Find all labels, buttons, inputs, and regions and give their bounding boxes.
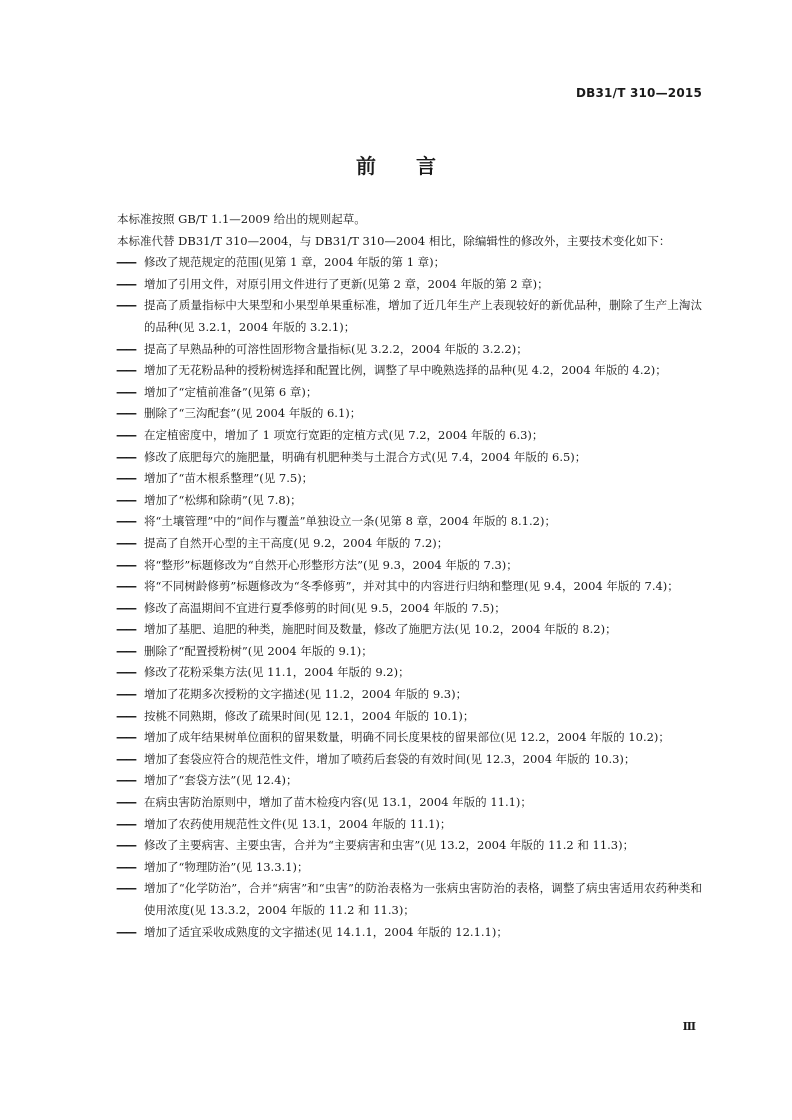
change-list-item-text: 提高了早熟品种的可溶性固形物含量指标(见 3.2.2，2004 年版的 3.2.2)； [144, 341, 528, 356]
list-dash-marker: —— [116, 730, 135, 745]
list-dash-marker: —— [116, 665, 135, 680]
list-dash-marker: —— [116, 255, 135, 270]
page-number: Ⅲ [682, 1020, 696, 1033]
change-list-item-text: 将“土壤管理”中的“间作与覆盖”单独设立一条(见第 8 章，2004 年版的 8.1.2)； [144, 514, 556, 529]
change-list-item [92, 360, 702, 382]
change-list-item-text: 增加了农药使用规范性文件(见 13.1，2004 年版的 11.1)； [144, 816, 452, 831]
list-dash-marker: —— [116, 471, 135, 486]
change-list-item-text: 修改了高温期间不宜进行夏季修剪的时间(见 9.5，2004 年版的 7.5)； [144, 600, 506, 615]
change-list-item [92, 555, 702, 577]
change-list-item [92, 878, 702, 921]
standard-code-header: DB31/T 310—2015 [576, 86, 702, 100]
change-list-item [92, 403, 702, 425]
list-dash-marker: —— [116, 816, 135, 831]
change-list-item-text: 增加了花期多次授粉的文字描述(见 11.2，2004 年版的 9.3)； [144, 687, 468, 702]
list-dash-marker: —— [116, 622, 135, 637]
change-list-item-text: 增加了成年结果树单位面积的留果数量，明确不同长度果枝的留果部位(见 12.2，2004 年版的 10.2)； [144, 730, 670, 745]
change-list-item [92, 662, 702, 684]
change-list-item-text: 将“不同树龄修剪”标题修改为“冬季修剪”，并对其中的内容进行归纳和整理(见 9.4，2004 年版的 7.4)； [144, 579, 679, 594]
change-list [92, 252, 702, 943]
list-dash-marker: —— [116, 751, 135, 766]
list-dash-marker: —— [116, 384, 135, 399]
list-dash-marker: —— [116, 557, 135, 572]
list-dash-marker: —— [116, 276, 135, 291]
list-dash-marker: —— [116, 406, 135, 421]
list-dash-marker: —— [116, 492, 135, 507]
change-list-item-text: 增加了适宜采收成熟度的文字描述(见 14.1.1，2004 年版的 12.1.1)； [144, 924, 508, 939]
change-list-item [92, 641, 702, 663]
change-list-item-text: 增加了“化学防治”，合并“病害”和“虫害”的防治表格为一张病虫害防治的表格，调整了病虫害适用农药种类和使用浓度(见 13.3.2，2004 年版的 11.2 和 11.3)； [144, 881, 702, 917]
change-list-item [92, 295, 702, 338]
list-dash-marker: —— [116, 795, 135, 810]
change-list-item [92, 468, 702, 490]
change-list-item-text: 增加了“套袋方法”(见 12.4)； [144, 773, 298, 788]
change-list-item [92, 252, 702, 274]
change-list-item [92, 511, 702, 533]
change-list-item-text: 增加了“物理防治”(见 13.3.1)； [144, 859, 309, 874]
list-dash-marker: —— [116, 427, 135, 442]
change-list-item-text: 删除了“配置授粉树”(见 2004 年版的 9.1)； [144, 643, 373, 658]
list-dash-marker: —— [116, 449, 135, 464]
change-list-item [92, 598, 702, 620]
change-list-item [92, 447, 702, 469]
list-dash-marker: —— [116, 687, 135, 702]
change-list-item [92, 490, 702, 512]
list-dash-marker: —— [116, 298, 135, 313]
page-title: 前言 [356, 154, 476, 178]
list-dash-marker: —— [116, 881, 135, 896]
change-list-item [92, 533, 702, 555]
list-dash-marker: —— [116, 600, 135, 615]
change-list-item [92, 857, 702, 879]
change-list-item [92, 922, 702, 944]
list-dash-marker: —— [116, 341, 135, 356]
change-list-item [92, 792, 702, 814]
change-list-item-text: 在病虫害防治原则中，增加了苗木检疫内容(见 13.1，2004 年版的 11.1)； [144, 795, 532, 810]
paragraph-replacement-note: 本标准代替 DB31/T 310—2004，与 DB31/T 310—2004 相比，除编辑性的修改外，主要技术变化如下： [117, 233, 671, 248]
change-list-item [92, 425, 702, 447]
change-list-item [92, 727, 702, 749]
change-list-item-text: 修改了底肥每穴的施肥量，明确有机肥种类与土混合方式(见 7.4，2004 年版的 6.5)； [144, 449, 587, 464]
change-list-item-text: 提高了自然开心型的主干高度(见 9.2，2004 年版的 7.2)； [144, 535, 449, 550]
change-list-item [92, 706, 702, 728]
change-list-item [92, 619, 702, 641]
change-list-item-text: 按桃不同熟期，修改了疏果时间(见 12.1，2004 年版的 10.1)； [144, 708, 475, 723]
change-list-item-text: 增加了“定植前准备”(见第 6 章)； [144, 384, 318, 399]
change-list-item-text: 将“整形”标题修改为“自然开心形整形方法”(见 9.3，2004 年版的 7.3)； [144, 557, 518, 572]
change-list-item [92, 382, 702, 404]
list-dash-marker: —— [116, 708, 135, 723]
change-list-item [92, 339, 702, 361]
change-list-item-text: 提高了质量指标中大果型和小果型单果重标准，增加了近几年生产上表现较好的新优品种，删除了生产上淘汰的品种(见 3.2.1，2004 年版的 3.2.1)； [144, 298, 702, 334]
paragraph-drafting-rules: 本标准按照 GB/T 1.1—2009 给出的规则起草。 [117, 212, 366, 226]
list-dash-marker: —— [116, 579, 135, 594]
change-list-item-text: 修改了花粉采集方法(见 11.1，2004 年版的 9.2)； [144, 665, 410, 680]
change-list-item-text: 增加了套袋应符合的规范性文件，增加了喷药后套袋的有效时间(见 12.3，2004 年版的 10.3)； [144, 751, 636, 766]
list-dash-marker: —— [116, 924, 135, 939]
list-dash-marker: —— [116, 643, 135, 658]
change-list-item [92, 814, 702, 836]
change-list-item [92, 749, 702, 771]
change-list-item-text: 在定植密度中，增加了 1 项宽行宽距的定植方式(见 7.2，2004 年版的 6.3)； [144, 427, 544, 442]
change-list-item-text: 删除了“三沟配套”(见 2004 年版的 6.1)； [144, 406, 362, 421]
list-dash-marker: —— [116, 773, 135, 788]
change-list-item-text: 增加了无花粉品种的授粉树选择和配置比例，调整了早中晚熟选择的品种(见 4.2，2004 年版的 4.2)； [144, 363, 667, 378]
list-dash-marker: —— [116, 363, 135, 378]
change-list-item-text: 增加了基肥、追肥的种类，施肥时间及数量，修改了施肥方法(见 10.2，2004 年版的 8.2)； [144, 622, 617, 637]
change-list-item [92, 576, 702, 598]
change-list-item-text: 修改了规范规定的范围(见第 1 章，2004 年版的第 1 章)； [144, 255, 446, 270]
change-list-item-text: 增加了“苗木根系整理”(见 7.5)； [144, 471, 314, 486]
change-list-item [92, 835, 702, 857]
change-list-item-text: 增加了引用文件，对原引用文件进行了更新(见第 2 章，2004 年版的第 2 章)； [144, 276, 549, 291]
change-list-item [92, 684, 702, 706]
list-dash-marker: —— [116, 838, 135, 853]
list-dash-marker: —— [116, 859, 135, 874]
change-list-item [92, 770, 702, 792]
list-dash-marker: —— [116, 514, 135, 529]
foreword-body [92, 209, 702, 943]
change-list-item-text: 修改了主要病害、主要虫害，合并为“主要病害和虫害”(见 13.2，2004 年版的 11.2 和 11.3)； [144, 838, 635, 853]
list-dash-marker: —— [116, 535, 135, 550]
change-list-item-text: 增加了“松绑和除萌”(见 7.8)； [144, 492, 302, 507]
change-list-item [92, 274, 702, 296]
